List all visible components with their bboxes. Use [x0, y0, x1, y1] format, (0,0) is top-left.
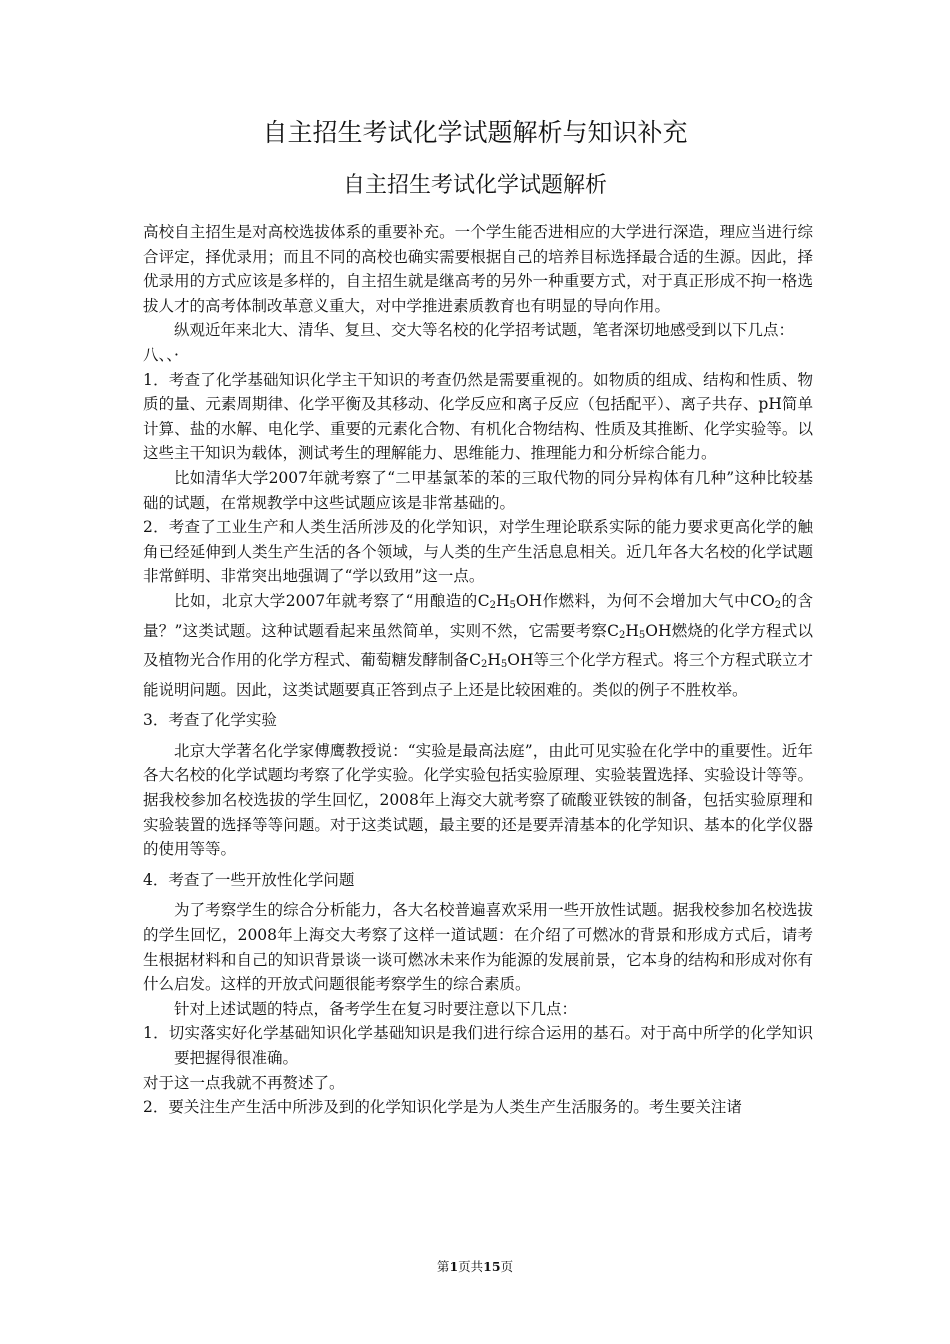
- example-peking-ethanol: 比如，北京大学2007年就考察了“用酿造的$C_2H_5OH$作燃料，为何不会增加大气中$CO_2$的含量？”这类试题。这种试题看起来虽然简单，实则不然，它需要考察$C_2H_5OH$燃烧的化学方程式以及植物光合作用的化学方程式、葡萄糖发酵制备$C_2H_5OH$等三个化学方程式。将三个方程式联立才能说明问题。因此，这类试题要真正答到点子上还是比较困难的。类似的例子不胜枚举。: [143, 591, 813, 699]
- tip-1-note: 对于这一点我就不再赘述了。: [143, 1073, 345, 1092]
- document-title: 自主招生考试化学试题解析与知识补充: [262, 118, 688, 147]
- paragraph-observation: 纵观近年来北大、清华、复旦、交大等名校的化学招考试题，笔者深切地感受到以下几点：: [174, 321, 795, 340]
- paragraph-intro: 高校自主招生是对高校选拔体系的重要补充。一个学生能否进相应的大学进行深造，理应当进行综合评定，择优录用；而且不同的高校也确实需要根据自己的培养目标选择最合适的生源。因此，择优录用的方式应该是多样的，自主招生就是继高考的另外一种重要方式，对于真正形成不拘一格选拔人才的高考体制改革意义重大，对中学推进素质教育也有明显的导向作用。: [143, 223, 813, 315]
- total-page-number: 15: [483, 1259, 501, 1274]
- section-title: 自主招生考试化学试题解析: [342, 173, 607, 198]
- example-tsinghua: 比如清华大学2007年就考察了“二甲基氯苯的苯的三取代物的同分异构体有几种”这种比较基础的试题，在常规教学中这些试题应该是非常基础的。: [143, 468, 813, 512]
- paragraph-marker: 八、、·: [143, 345, 179, 364]
- page-footer: 第1页共15页: [436, 1259, 514, 1274]
- tip-1-basic-knowledge: 1．切实落实好化学基础知识化学基础知识是我们进行综合运用的基石。对于高中所学的化学知识要把握得很准确。: [143, 1024, 813, 1067]
- point-1-basic-knowledge: 1．考查了化学基础知识化学主干知识的考查仍然是需要重视的。如物质的组成、结构和性质、物质的量、元素周期律、化学平衡及其移动、化学反应和离子反应（包括配平）、离子共存、pH简单计算、盐的水解、电化学、重要的元素化合物、有机化合物结构、性质及其推断、化学实验等。以这些主干知识为载体，测试考生的理解能力、思维能力、推理能力和分析综合能力。: [143, 370, 813, 463]
- tip-2-production-life: 2．要关注生产生活中所涉及到的化学知识化学是为人类生产生活服务的。考生要关注诸: [143, 1098, 742, 1117]
- point-3-experiment-heading: 3．考查了化学实验: [143, 711, 277, 730]
- point-4-open-heading: 4．考查了一些开放性化学问题: [143, 870, 355, 889]
- current-page-number: 1: [449, 1259, 459, 1274]
- point-2-industry-life: 2．考查了工业生产和人类生活所涉及的化学知识，对学生理论联系实际的能力要求更高化学的触角已经延伸到人类生产生活的各个领域，与人类的生产生活息息相关。近几年各大名校的化学试题非常鲜明、非常突出地强调了“学以致用”这一点。: [143, 518, 813, 586]
- preparation-intro: 针对上述试题的特点，备考学生在复习时要注意以下几点：: [174, 999, 578, 1018]
- document-body: [143, 220, 813, 1120]
- experiment-paragraph: 北京大学著名化学家傅鹰教授说：“实验是最高法庭”，由此可见实验在化学中的重要性。近年各大名校的化学试题均考察了化学实验。化学实验包括实验原理、实验装置选择、实验设计等等。据我校参加名校选拔的学生回忆，2008年上海交大就考察了硫酸亚铁铵的制备，包括实验原理和实验装置的选择等等问题。对于这类试题，最主要的还是要弄清基本的化学知识、基本的化学仪器的使用等等。: [143, 741, 813, 859]
- open-question-paragraph: 为了考察学生的综合分析能力，各大名校普遍喜欢采用一些开放性试题。据我校参加名校选拔的学生回忆，2008年上海交大考察了这样一道试题：在介绍了可燃冰的背景和形成方式后，请考生根据材料和自己的知识背景谈一谈可燃冰未来作为能源的发展前景，它本身的结构和形成对你有什么启发。这样的开放式问题很能考察学生的综合素质。: [143, 901, 813, 994]
